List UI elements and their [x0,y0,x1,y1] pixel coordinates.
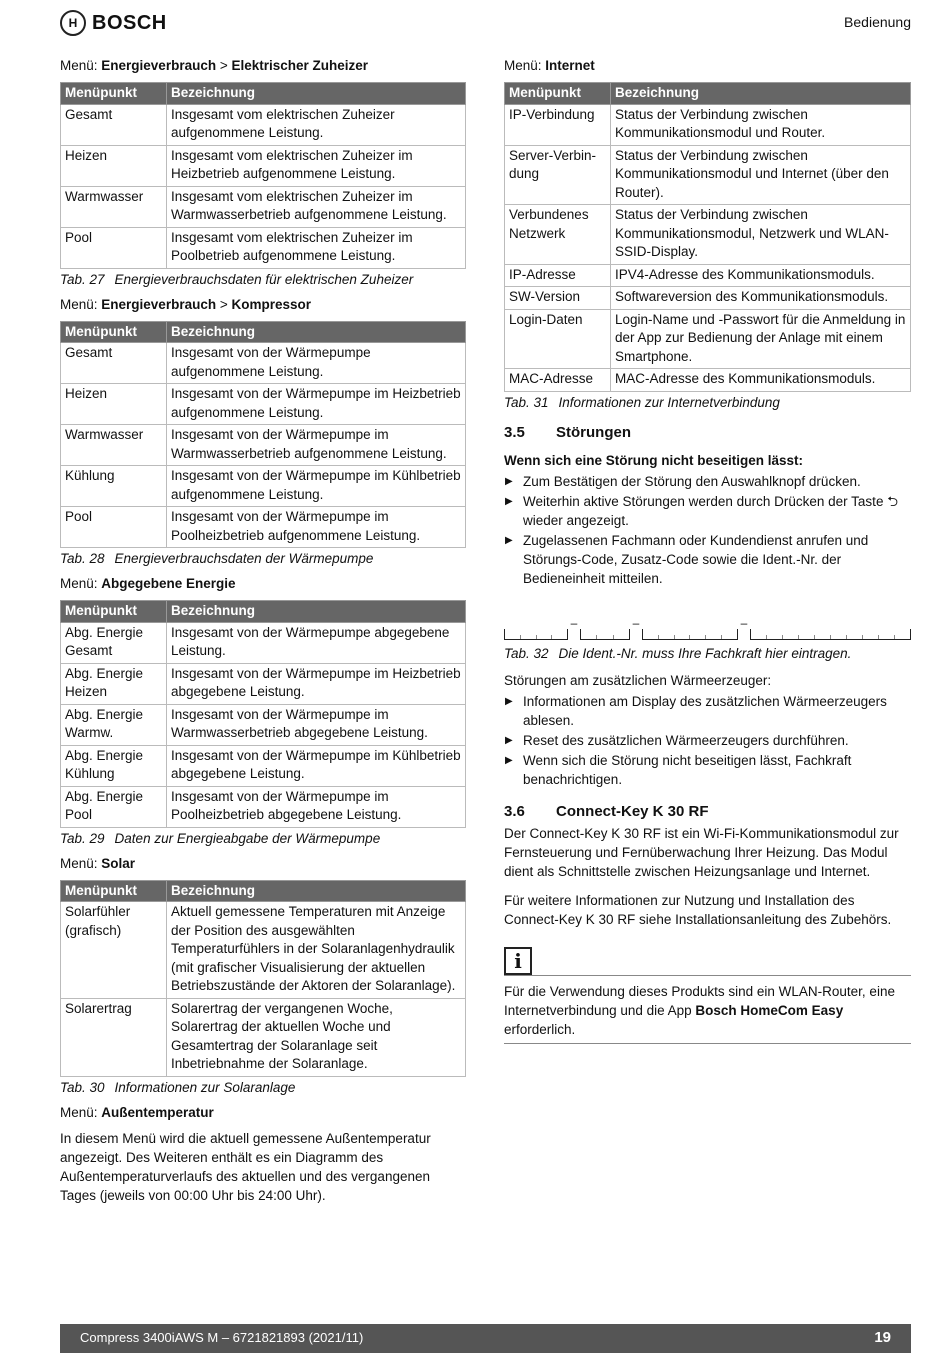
stoerungen-lead: Wenn sich eine Störung nicht beseitigen lässt: [504,452,804,468]
footer-doc-id: Compress 3400iAWS M – 6721821893 (2021/11) [80,1330,364,1345]
description-cell: Insgesamt von der Wärmepumpe im Kühlbetrieb aufgenommene Leistung. [167,466,466,507]
section-heading-stoerungen: 3.5 Störungen [504,423,631,441]
bosch-logo [60,10,167,36]
table-row [505,104,911,145]
menu-label-internet: Menü: Internet [504,58,595,73]
description-cell: Insgesamt von der Wärmepumpe im Warmwasserbetrieb aufgenommene Leistung. [167,425,466,466]
list-item: ▶ Zugelassenen Fachmann oder Kundendienst anrufen und Störungs-Code, Zusatz-Code sowie die Ident.-Nr. der Bedieneinheit mitteilen. [504,531,911,588]
stoerungen-list [504,472,911,588]
table-caption: Tab. 31 Informationen zur Internetverbindung [504,394,780,410]
section-heading-connect: 3.6 Connect-Key K 30 RF [504,802,709,820]
menu-item-cell: Abg. Energie Pool [61,786,167,827]
column-header: Menüpunkt [61,321,167,343]
ident-dash: – [740,615,748,630]
info-box [504,945,911,1044]
list-item: ▶ Reset des zusätzlichen Wärmeerzeugers durchführen. [504,731,911,750]
ident-dash: – [570,615,578,630]
menu-item-cell: Server-Verbindung [505,145,611,205]
info-header [504,945,911,976]
column-header: Bezeichnung [167,83,466,105]
page-number: 19 [874,1329,891,1346]
extra-list [504,692,911,789]
description-cell: Insgesamt von der Wärmepumpe im Kühlbetrieb abgegebene Leistung. [167,745,466,786]
menu-item-cell: Abg. Energie Heizen [61,663,167,704]
table-row [61,425,466,466]
table-row [505,264,911,287]
column-header: Bezeichnung [167,880,466,902]
menu-item-cell: MAC-Adresse [505,369,611,392]
bosch-armature-icon: H [60,10,86,36]
menu-item-cell: Solarertrag [61,998,167,1076]
menu-label-aussen: Menü: Außentemperatur [60,1104,214,1120]
menu-item-cell: Abg. Energie Kühlung [61,745,167,786]
column-header: Menüpunkt [61,601,167,623]
menu-label: Menü: Solar [60,855,136,871]
ident-dash: – [632,615,640,630]
menu-item-cell: Heizen [61,145,167,186]
table-row [61,104,466,145]
table-row [61,343,466,384]
table-row [61,745,466,786]
ident-segment [580,629,630,640]
table-row [505,205,911,265]
list-item: ▶ Wenn sich die Störung nicht beseitigen lässt, Fachkraft benachrichtigen. [504,751,911,789]
menu-item-cell: Pool [61,507,167,548]
column-header: Menüpunkt [505,83,611,105]
menu-item-cell: IP-Verbindung [505,104,611,145]
table-row [61,663,466,704]
menu-label: Menü: Energieverbrauch > Kompressor [60,296,311,312]
table-row [505,287,911,310]
list-item: ▶ Zum Bestätigen der Störung den Auswahlknopf drücken. [504,472,911,491]
extra-lead: Störungen am zusätzlichen Wärmeerzeuger: [504,672,772,688]
table-caption: Tab. 32 Die Ident.-Nr. muss Ihre Fachkraft hier eintragen. [504,645,852,661]
description-cell: Status der Verbindung zwischen Kommunikationsmodul und Internet (über den Router). [611,145,911,205]
table-row [61,384,466,425]
table-caption: Tab. 28 Energieverbrauchsdaten der Wärmepumpe [60,551,374,566]
data-table [60,880,466,1077]
ident-segment [642,629,738,640]
column-header: Menüpunkt [61,880,167,902]
description-cell: Insgesamt von der Wärmepumpe im Heizbetrieb aufgenommene Leistung. [167,384,466,425]
description-cell: Insgesamt vom elektrischen Zuheizer aufgenommene Leistung. [167,104,466,145]
menu-item-cell: IP-Adresse [505,264,611,287]
menu-item-cell: Verbundenes Netzwerk [505,205,611,265]
data-table [60,321,466,549]
table-caption: Tab. 30 Informationen zur Solaranlage [60,1079,296,1095]
description-cell: Status der Verbindung zwischen Kommunikationsmodul, Netzwerk und WLAN-SSID-Display. [611,205,911,265]
page-footer [60,1324,911,1353]
table-row [61,622,466,663]
table-row [505,309,911,369]
column-header: Menüpunkt [61,83,167,105]
column-header: Bezeichnung [167,601,466,623]
table-row [61,227,466,268]
page-header [60,10,911,40]
list-item: ▶ Weiterhin aktive Störungen werden durch Drücken der Taste ⮌ wieder angezeigt. [504,492,911,530]
table-row [61,786,466,827]
menu-item-cell: Abg. Energie Gesamt [61,622,167,663]
description-cell: Insgesamt von der Wärmepumpe im Poolheizbetrieb abgegebene Leistung. [167,786,466,827]
menu-item-cell: SW-Version [505,287,611,310]
table-row [61,507,466,548]
table-row [505,145,911,205]
table-row [61,902,466,999]
internet-table [504,82,911,392]
description-cell: Softwareversion des Kommunikationsmoduls. [611,287,911,310]
info-icon: i [504,947,532,975]
left-tables [60,58,466,1095]
aussen-text: In diesem Menü wird die aktuell gemessene Außentemperatur angezeigt. Des Weiteren enthält es ein Diagramm des Außentemperaturverlaufs des aktuellen und des vergangenen Tages (jeweils von 00:00 Uhr bis 24:00 Uhr). [60,1130,431,1203]
description-cell: Insgesamt von der Wärmepumpe im Heizbetrieb abgegebene Leistung. [167,663,466,704]
info-text: Für die Verwendung dieses Produkts sind ein WLAN-Router, eine Internetverbindung und die App Bosch HomeCom Easy erforderlich. [504,976,911,1044]
description-cell: IPV4-Adresse des Kommunikationsmoduls. [611,264,911,287]
description-cell: Login-Name und -Passwort für die Anmeldung in der App zur Bedienung der Anlage mit einem Smartphone. [611,309,911,369]
table-caption: Tab. 27 Energieverbrauchsdaten für elektrischen Zuheizer [60,271,414,287]
menu-item-cell: Warmwasser [61,186,167,227]
section-title: Bedienung [844,14,911,30]
left-column [60,58,466,1215]
description-cell: Status der Verbindung zwischen Kommunikationsmodul und Router. [611,104,911,145]
menu-label: Menü: Energieverbrauch > Elektrischer Zuheizer [60,58,369,73]
ident-number-field [504,615,911,640]
table-row [61,704,466,745]
column-header: Bezeichnung [167,321,466,343]
description-cell: Insgesamt von der Wärmepumpe abgegebene Leistung. [167,622,466,663]
description-cell: Insgesamt von der Wärmepumpe im Poolheizbetrieb aufgenommene Leistung. [167,507,466,548]
table-row [61,466,466,507]
internet-table-body [505,104,911,391]
menu-item-cell: Warmwasser [61,425,167,466]
menu-item-cell: Heizen [61,384,167,425]
menu-item-cell: Kühlung [61,466,167,507]
menu-item-cell: Abg. Energie Warmw. [61,704,167,745]
menu-item-cell: Gesamt [61,104,167,145]
right-column [504,58,911,1044]
column-header: Bezeichnung [611,83,911,105]
data-table [60,600,466,828]
table-row [61,186,466,227]
description-cell: Insgesamt vom elektrischen Zuheizer im Heizbetrieb aufgenommene Leistung. [167,145,466,186]
table-caption: Tab. 29 Daten zur Energieabgabe der Wärmepumpe [60,830,381,846]
menu-item-cell: Solarfühler (grafisch) [61,902,167,999]
description-cell: Insgesamt vom elektrischen Zuheizer im Poolbetrieb aufgenommene Leistung. [167,227,466,268]
connect-paragraph-2: Für weitere Informationen zur Nutzung und Installation des Connect-Key K 30 RF siehe Installationsanleitung des Zubehörs. [504,892,892,927]
table-row [61,998,466,1076]
menu-label: Menü: Abgegebene Energie [60,576,236,591]
menu-item-cell: Gesamt [61,343,167,384]
ident-segment [750,629,911,640]
ident-segment [504,629,568,640]
description-cell: Insgesamt von der Wärmepumpe im Warmwasserbetrieb abgegebene Leistung. [167,704,466,745]
menu-item-cell: Pool [61,227,167,268]
data-table [60,82,466,269]
description-cell: Insgesamt von der Wärmepumpe aufgenommene Leistung. [167,343,466,384]
list-item: ▶ Informationen am Display des zusätzlichen Wärmeerzeugers ablesen. [504,692,911,730]
table-row [61,145,466,186]
brand-name: BOSCH [92,11,167,34]
table-row [505,369,911,392]
description-cell: Solarertrag der vergangenen Woche, Solarertrag der aktuellen Woche und Gesamtertrag der Solaranlage seit Inbetriebnahme der Solaranlage. [167,998,466,1076]
description-cell: Insgesamt vom elektrischen Zuheizer im Warmwasserbetrieb aufgenommene Leistung. [167,186,466,227]
description-cell: Aktuell gemessene Temperaturen mit Anzeige der Position des ausgewählten Temperaturfühlers in der Solaranlagenhydraulik (mit grafischer Visualisierung der aktuellen Betriebszustände der Aktoren der Solaranlage). [167,902,466,999]
menu-item-cell: Login-Daten [505,309,611,369]
description-cell: MAC-Adresse des Kommunikationsmoduls. [611,369,911,392]
connect-paragraph-1: Der Connect-Key K 30 RF ist ein Wi-Fi-Kommunikationsmodul zur Fernsteuerung und Fernüberwachung Ihrer Heizung. Das Modul dient als Schnittstelle zwischen Heizungsanlage und Internet. [504,825,899,879]
